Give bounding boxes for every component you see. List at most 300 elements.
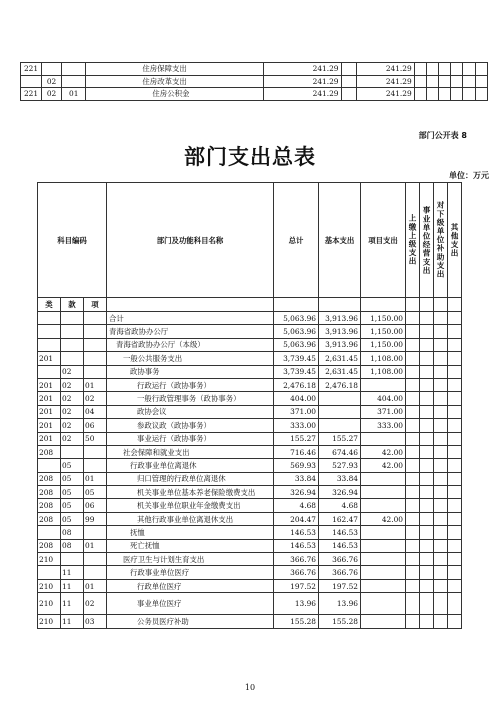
basic-value: 13.96: [319, 593, 361, 615]
code-lei: [38, 365, 61, 378]
basic-value: 674.46: [319, 445, 361, 458]
code-kuan: 11: [61, 566, 84, 579]
project-value: 42.00: [361, 445, 406, 458]
project-value: 333.00: [361, 419, 406, 432]
code-lei: [38, 312, 61, 325]
blank-cell: [434, 325, 448, 338]
code-lei: [38, 325, 61, 338]
total-value: 366.76: [274, 553, 319, 566]
blank-cell: [406, 365, 420, 378]
code-xiang: [84, 312, 107, 325]
table-row: [38, 432, 462, 445]
blank-cell: [448, 312, 462, 325]
blank-cell: [448, 405, 462, 418]
total-value: 404.00: [274, 392, 319, 405]
blank-cell: [420, 432, 434, 445]
blank-cell: [406, 593, 420, 615]
code-lei: 208: [38, 539, 61, 552]
basic-value: 527.93: [319, 459, 361, 472]
item-name: 一般公共服务支出: [107, 352, 274, 365]
blank-cell: [448, 419, 462, 432]
item-name: 归口管理的行政单位离退休: [107, 472, 274, 485]
code-lei: 210: [38, 615, 61, 628]
header-affiliated: 事业单位经营支出: [420, 183, 434, 298]
basic-value: 366.76: [319, 553, 361, 566]
code-xiang: 01: [62, 88, 86, 101]
blank-cell: [451, 88, 463, 101]
blank-cell: [448, 432, 462, 445]
code-xiang: 01: [84, 539, 107, 552]
total-value: 155.27: [274, 432, 319, 445]
code-kuan: [61, 445, 84, 458]
code-lei: 201: [38, 378, 61, 391]
blank-cell: [406, 459, 420, 472]
blank-cell: [448, 615, 462, 628]
code-lei: 210: [38, 553, 61, 566]
blank-cell: [434, 486, 448, 499]
total-value: 5,063.96: [274, 325, 319, 338]
code-kuan: [61, 352, 84, 365]
blank-cell: [406, 392, 420, 405]
blank-cell: [434, 553, 448, 566]
blank-cell: [420, 593, 434, 615]
code-xiang: 01: [84, 472, 107, 485]
blank-cell: [448, 566, 462, 579]
code-xiang: [62, 75, 86, 88]
blank-cell: [420, 365, 434, 378]
blank-cell: [434, 338, 448, 351]
blank-cell: [420, 378, 434, 391]
total-value: 326.94: [274, 486, 319, 499]
header-upper: 上缴上级支出: [406, 183, 420, 298]
total-value: 241.29: [263, 75, 341, 88]
blank-cell: [451, 75, 463, 88]
table-row: [38, 365, 462, 378]
table-row: [38, 512, 462, 525]
blank-cell: [426, 63, 438, 76]
code-kuan: 05: [61, 472, 84, 485]
item-name: 合计: [107, 312, 274, 325]
project-value: [361, 472, 406, 485]
basic-value: 4.68: [319, 499, 361, 512]
table-row: [38, 526, 462, 539]
blank-cell: [406, 499, 420, 512]
blank-cell: [434, 405, 448, 418]
table-row: [38, 579, 462, 592]
code-xiang: 02: [84, 392, 107, 405]
code-kuan: 02: [42, 88, 62, 101]
project-value: [361, 526, 406, 539]
code-kuan: 11: [61, 579, 84, 592]
project-value: 42.00: [361, 512, 406, 525]
blank-cell: [434, 365, 448, 378]
item-name: 青海省政协办公厅（本级）: [107, 338, 274, 351]
table-row: [38, 378, 462, 391]
blank-cell: [420, 459, 434, 472]
total-value: 204.47: [274, 512, 319, 525]
item-name: 社会保障和就业支出: [107, 445, 274, 458]
blank-cell: [420, 405, 434, 418]
blank-cell: [420, 352, 434, 365]
blank-cell: [406, 325, 420, 338]
blank-cell: [434, 352, 448, 365]
blank-cell: [448, 352, 462, 365]
blank-cell: [420, 539, 434, 552]
header-kuan: 款: [61, 298, 84, 312]
project-value: 1,150.00: [361, 338, 406, 351]
code-xiang: [84, 553, 107, 566]
page-number: 10: [244, 683, 256, 692]
blank-cell: [448, 365, 462, 378]
continuation-table: [20, 62, 488, 101]
basic-value: 146.53: [319, 539, 361, 552]
blank-cell: [434, 392, 448, 405]
code-kuan: 08: [61, 526, 84, 539]
basic-value: 162.47: [319, 512, 361, 525]
blank-cell: [463, 75, 475, 88]
unit-label: 单位：万元: [449, 171, 489, 180]
project-value: [361, 486, 406, 499]
code-xiang: [84, 459, 107, 472]
code-kuan: 05: [61, 512, 84, 525]
blank-cell: [448, 325, 462, 338]
page-title: 部门支出总表: [184, 145, 316, 169]
code-kuan: 02: [61, 365, 84, 378]
table-row: [38, 445, 462, 458]
blank-cell: [434, 445, 448, 458]
code-lei: [21, 75, 42, 88]
blank-cell: [475, 63, 487, 76]
blank-cell: [406, 472, 420, 485]
blank-cell: [434, 526, 448, 539]
table-row: [38, 338, 462, 351]
basic-value: 326.94: [319, 486, 361, 499]
table-row: [38, 312, 462, 325]
code-lei: 201: [38, 352, 61, 365]
project-value: 241.29: [357, 88, 415, 101]
code-kuan: [61, 325, 84, 338]
blank-cell: [434, 499, 448, 512]
header-xiang: 项: [84, 298, 107, 312]
item-name: 住房公积金: [86, 88, 263, 101]
item-name: 参政议政（政协事务）: [107, 419, 274, 432]
code-kuan: [61, 312, 84, 325]
blank-cell: [420, 579, 434, 592]
code-kuan: 02: [61, 405, 84, 418]
project-value: 241.29: [357, 75, 415, 88]
total-value: 333.00: [274, 419, 319, 432]
basic-value: 3,913.96: [319, 312, 361, 325]
project-value: 42.00: [361, 459, 406, 472]
code-kuan: 08: [61, 539, 84, 552]
code-lei: 201: [38, 392, 61, 405]
total-value: 155.28: [274, 615, 319, 628]
item-name: 一般行政管理事务（政协事务）: [107, 392, 274, 405]
code-xiang: [84, 445, 107, 458]
code-kuan: 02: [61, 392, 84, 405]
blank-cell: [426, 75, 438, 88]
code-xiang: 06: [84, 419, 107, 432]
total-value: 5,063.96: [274, 338, 319, 351]
total-value: 2,476.18: [274, 378, 319, 391]
blank-cell: [420, 472, 434, 485]
blank-cell: [406, 566, 420, 579]
table-row: [38, 615, 462, 628]
blank-cell: [434, 512, 448, 525]
basic-value: 155.28: [319, 615, 361, 628]
blank-cell: [439, 63, 451, 76]
code-lei: 221: [21, 88, 42, 101]
code-lei: 208: [38, 512, 61, 525]
blank-cell: [434, 378, 448, 391]
item-name: 死亡抚恤: [107, 539, 274, 552]
header-code: 科目编码: [38, 183, 107, 298]
basic-value: 155.27: [319, 432, 361, 445]
code-xiang: 06: [84, 499, 107, 512]
blank-cell: [420, 566, 434, 579]
total-value: 569.93: [274, 459, 319, 472]
code-lei: 210: [38, 593, 61, 615]
blank-cell: [434, 419, 448, 432]
blank-cell: [463, 63, 475, 76]
item-name: 行政事业单位医疗: [107, 566, 274, 579]
code-lei: [38, 338, 61, 351]
blank-cell: [420, 392, 434, 405]
blank-cell: [448, 472, 462, 485]
basic-value: 33.84: [319, 472, 361, 485]
code-xiang: [62, 63, 86, 76]
item-name: 住房改革支出: [86, 75, 263, 88]
total-value: 3,739.45: [274, 352, 319, 365]
code-xiang: 03: [84, 615, 107, 628]
project-value: [361, 378, 406, 391]
header-subsidy: 对下级单位补助支出: [434, 183, 448, 298]
basic-value: 2,631.45: [319, 365, 361, 378]
blank-cell: [434, 312, 448, 325]
project-value: 1,150.00: [361, 325, 406, 338]
total-value: 716.46: [274, 445, 319, 458]
blank-cell: [406, 352, 420, 365]
blank-cell: [439, 75, 451, 88]
blank-cell: [434, 472, 448, 485]
project-value: [361, 615, 406, 628]
basic-value: 2,631.45: [319, 352, 361, 365]
total-value: 197.52: [274, 579, 319, 592]
blank-cell: [406, 378, 420, 391]
project-value: 1,150.00: [361, 312, 406, 325]
blank-cell: [434, 566, 448, 579]
blank-cell: [448, 459, 462, 472]
basic-value: 3,913.96: [319, 325, 361, 338]
table-row: [21, 88, 488, 101]
table-row: [21, 63, 488, 76]
code-lei: 208: [38, 486, 61, 499]
code-xiang: 99: [84, 512, 107, 525]
header-project: 项目支出: [361, 183, 406, 298]
item-name: 医疗卫生与计划生育支出: [107, 553, 274, 566]
blank-cell: [434, 459, 448, 472]
code-xiang: 02: [84, 593, 107, 615]
basic-value: [319, 405, 361, 418]
item-name: 政协事务: [107, 365, 274, 378]
blank-cell: [451, 63, 463, 76]
code-lei: [38, 526, 61, 539]
blank-cell: [448, 338, 462, 351]
blank-cell: [475, 88, 487, 101]
basic-value: 366.76: [319, 566, 361, 579]
table-row: [38, 593, 462, 615]
basic-value: 146.53: [319, 526, 361, 539]
code-xiang: [84, 365, 107, 378]
table-row: [38, 352, 462, 365]
code-lei: 208: [38, 445, 61, 458]
code-lei: 208: [38, 499, 61, 512]
project-value: [361, 566, 406, 579]
blank-cell: [448, 512, 462, 525]
code-xiang: 01: [84, 579, 107, 592]
blank-cell: [406, 312, 420, 325]
table-row: [38, 472, 462, 485]
blank-cell: [406, 338, 420, 351]
code-kuan: 11: [61, 593, 84, 615]
total-value: 371.00: [274, 405, 319, 418]
project-value: [361, 593, 406, 615]
code-kuan: 05: [61, 486, 84, 499]
code-kuan: [61, 553, 84, 566]
project-value: [361, 553, 406, 566]
blank-cell: [439, 88, 451, 101]
item-name: 行政运行（政协事务）: [107, 378, 274, 391]
header-name: 部门及功能科目名称: [107, 183, 274, 298]
project-value: 1,108.00: [361, 352, 406, 365]
blank-cell: [420, 445, 434, 458]
blank-cell: [341, 75, 357, 88]
code-kuan: 02: [61, 419, 84, 432]
table-row: [38, 405, 462, 418]
blank-cell: [448, 526, 462, 539]
blank-cell: [406, 432, 420, 445]
header-total: 总计: [274, 183, 319, 298]
code-kuan: 02: [61, 378, 84, 391]
table-row: [38, 486, 462, 499]
blank-cell: [420, 325, 434, 338]
blank-cell: [420, 615, 434, 628]
code-lei: 201: [38, 432, 61, 445]
total-value: 33.84: [274, 472, 319, 485]
code-xiang: [84, 338, 107, 351]
project-value: 371.00: [361, 405, 406, 418]
code-xiang: 01: [84, 378, 107, 391]
total-value: 241.29: [263, 63, 341, 76]
item-name: 事业单位医疗: [107, 593, 274, 615]
expenditure-table: [37, 182, 462, 629]
project-value: [361, 579, 406, 592]
blank-cell: [475, 75, 487, 88]
blank-cell: [426, 88, 438, 101]
blank-cell: [420, 312, 434, 325]
blank-cell: [414, 88, 426, 101]
blank-cell: [448, 445, 462, 458]
item-name: 行政事业单位离退休: [107, 459, 274, 472]
item-name: 公务员医疗补助: [107, 615, 274, 628]
blank-cell: [420, 338, 434, 351]
blank-cell: [420, 512, 434, 525]
code-lei: 201: [38, 419, 61, 432]
code-xiang: [84, 352, 107, 365]
code-kuan: 05: [61, 459, 84, 472]
blank-cell: [448, 593, 462, 615]
item-name: 其他行政事业单位离退休支出: [107, 512, 274, 525]
table-row: [38, 499, 462, 512]
code-kuan: 11: [61, 615, 84, 628]
item-name: 事业运行（政协事务）: [107, 432, 274, 445]
blank-cell: [406, 512, 420, 525]
project-value: 1,108.00: [361, 365, 406, 378]
basic-value: [319, 419, 361, 432]
total-value: 5,063.96: [274, 312, 319, 325]
code-xiang: [84, 526, 107, 539]
table-row: [38, 539, 462, 552]
basic-value: 2,476.18: [319, 378, 361, 391]
code-lei: [38, 459, 61, 472]
code-kuan: 05: [61, 499, 84, 512]
basic-value: [319, 392, 361, 405]
code-xiang: 50: [84, 432, 107, 445]
blank-cell: [414, 75, 426, 88]
table-row: [38, 392, 462, 405]
header-basic: 基本支出: [319, 183, 361, 298]
table-row: [38, 459, 462, 472]
total-value: 146.53: [274, 526, 319, 539]
project-value: 404.00: [361, 392, 406, 405]
blank-cell: [406, 553, 420, 566]
total-value: 3,739.45: [274, 365, 319, 378]
header-lei: 类: [38, 298, 61, 312]
blank-cell: [448, 499, 462, 512]
code-kuan: 02: [42, 75, 62, 88]
blank-cell: [448, 486, 462, 499]
blank-cell: [406, 445, 420, 458]
blank-cell: [420, 499, 434, 512]
blank-cell: [406, 486, 420, 499]
item-name: 行政单位医疗: [107, 579, 274, 592]
project-value: [361, 499, 406, 512]
blank-cell: [448, 579, 462, 592]
code-xiang: 04: [84, 405, 107, 418]
blank-cell: [406, 405, 420, 418]
blank-cell: [420, 419, 434, 432]
blank-cell: [420, 486, 434, 499]
blank-cell: [434, 615, 448, 628]
blank-cell: [406, 526, 420, 539]
item-name: 政协会议: [107, 405, 274, 418]
table-row: [38, 566, 462, 579]
blank-cell: [448, 539, 462, 552]
blank-cell: [406, 615, 420, 628]
code-lei: [38, 566, 61, 579]
basic-value: 197.52: [319, 579, 361, 592]
code-xiang: [84, 566, 107, 579]
item-name: 抚恤: [107, 526, 274, 539]
blank-cell: [463, 88, 475, 101]
table-row: [38, 553, 462, 566]
item-name: 机关事业单位基本养老保险缴费支出: [107, 486, 274, 499]
total-value: 366.76: [274, 566, 319, 579]
project-value: 241.29: [357, 63, 415, 76]
table-row: [38, 325, 462, 338]
blank-cell: [434, 539, 448, 552]
blank-cell: [448, 392, 462, 405]
